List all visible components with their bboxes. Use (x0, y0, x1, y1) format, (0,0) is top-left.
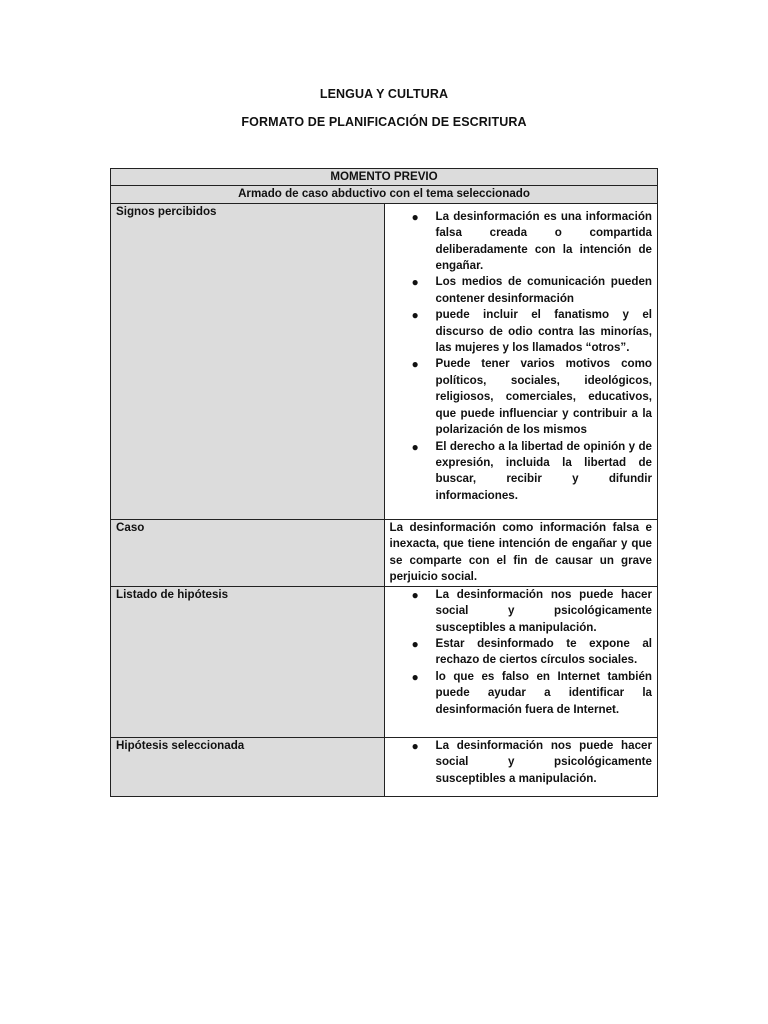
row-content-caso: La desinformación como información falsa e inexacta, que tiene intención de engañar y que se comparte con el fin de causar un grave perjuicio social. (384, 519, 658, 586)
list-item-text: Puede tener varios motivos como políticos, sociales, ideológicos, religiosos, comerciales, educativos, que puede influenciar y contribuir a la polarización de los mismos (435, 357, 652, 437)
bullet-icon: ● (411, 308, 419, 323)
document-title: LENGUA Y CULTURA (319, 87, 449, 101)
bullet-list-hipotesis (390, 587, 653, 718)
bullet-icon: ● (411, 275, 419, 290)
planning-table (110, 168, 658, 797)
bullet-icon: ● (411, 439, 419, 454)
list-item-text: La desinformación es una información falsa creada o compartida deliberadamente con la intención de engañar. (435, 209, 652, 273)
row-content-hipotesis-seleccionada (384, 737, 658, 796)
list-item (390, 209, 653, 275)
bullet-icon: ● (411, 738, 419, 753)
row-label-signos-percibidos: Signos percibidos (111, 203, 385, 519)
list-item (390, 587, 653, 636)
row-label-listado-hipotesis: Listado de hipótesis (111, 586, 385, 737)
document-subtitle: FORMATO DE PLANIFICACIÓN DE ESCRITURA (241, 115, 527, 129)
list-item (390, 636, 653, 669)
table-row-listado-hipotesis (111, 586, 658, 737)
bullet-icon: ● (411, 637, 419, 652)
bullet-icon: ● (411, 357, 419, 372)
section-subheader: Armado de caso abductivo con el tema seleccionado (111, 186, 658, 203)
list-item-text: La desinformación nos puede hacer social y psicológicamente susceptibles a manipulación. (435, 587, 652, 634)
section-header-row (111, 169, 658, 186)
table-row-signos-percibidos (111, 203, 658, 519)
table-row-hipotesis-seleccionada (111, 737, 658, 796)
row-label-caso: Caso (111, 519, 385, 586)
bullet-icon: ● (411, 587, 419, 602)
row-content-listado-hipotesis (384, 586, 658, 737)
bullet-list-seleccionada (390, 738, 653, 787)
list-item-text: puede incluir el fanatismo y el discurso de odio contra las minorías, las mujeres y los llamados “otros”. (435, 308, 652, 355)
section-subheader-row (111, 186, 658, 203)
list-item-text: Los medios de comunicación pueden contener desinformación (435, 275, 652, 305)
list-item (390, 356, 653, 438)
list-item-text: El derecho a la libertad de opinión y de expresión, incluida la libertad de buscar, recibir y difundir informaciones. (435, 439, 652, 502)
bullet-list-signos (390, 209, 653, 504)
list-item (390, 669, 653, 718)
list-item-text: Estar desinformado te expone al rechazo de ciertos círculos sociales. (435, 637, 652, 667)
bullet-icon: ● (411, 209, 419, 224)
bullet-icon: ● (411, 669, 419, 684)
list-item-text: La desinformación nos puede hacer social y psicológicamente susceptibles a manipulación. (435, 738, 652, 785)
table-row-caso (111, 519, 658, 586)
list-item-text: lo que es falso en Internet también puede ayudar a identificar la desinformación fuera de Internet. (435, 669, 652, 716)
list-item (390, 307, 653, 356)
section-header: MOMENTO PREVIO (111, 169, 658, 186)
row-label-hipotesis-seleccionada: Hipótesis seleccionada (111, 737, 385, 796)
list-item (390, 738, 653, 787)
row-content-signos-percibidos (384, 203, 658, 519)
list-item (390, 274, 653, 307)
list-item (390, 439, 653, 505)
